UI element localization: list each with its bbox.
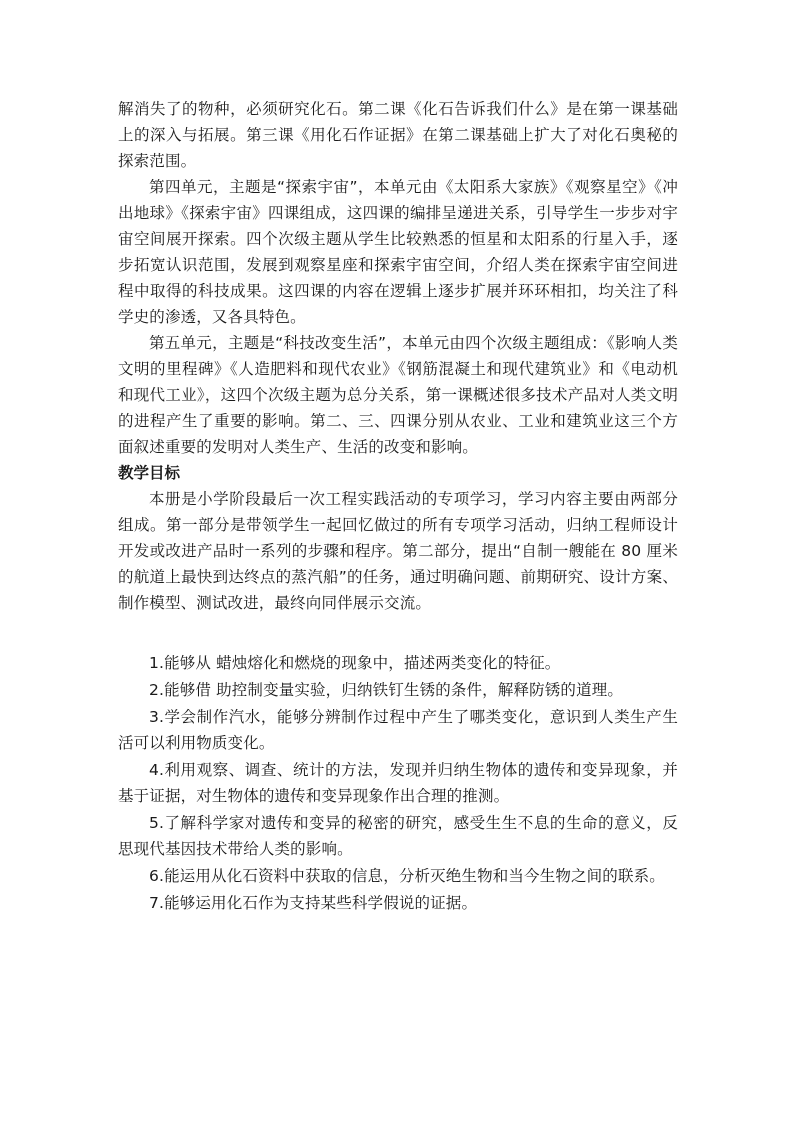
objectives-list xyxy=(118,650,678,916)
objective-item-3: 3.学会制作汽水，能够分辨制作过程中产生了哪类变化，意识到人类生产生活可以利用物质变化。 xyxy=(118,708,678,752)
objective-item-5: 5.了解科学家对遗传和变异的秘密的研究，感受生生不息的生命的意义，反思现代基因技术带给人类的影响。 xyxy=(118,814,678,858)
section-heading: 教学目标 xyxy=(118,464,181,482)
goals-paragraph: 本册是小学阶段最后一次工程实践活动的专项学习，学习内容主要由两部分组成。第一部分是带领学生一起回忆做过的所有专项学习活动，归纳工程师设计开发或改进产品时一系列的步骤和程序。第二部分，提出“自制一艘能在 80 厘米的航道上最快到达终点的蒸汽船”的任务，通过明确问题、前期研究、设计方案、制作模型、测试改进，最终向同伴展示交流。 xyxy=(118,490,678,612)
unit5-paragraph: 第五单元，主题是“科技改变生活”，本单元由四个次级主题组成：《影响人类文明的里程碑》《人造肥料和现代农业》《钢筋混凝土和现代建筑业》和《电动机和现代工业》，这四个次级主题为总分关系，第一课概述很多技术产品对人类文明的进程产生了重要的影响。第二、三、四课分别从农业、工业和建筑业这三个方面叙述重要的发明对人类生产、生活的改变和影响。 xyxy=(118,334,678,456)
objective-item-4: 4.利用观察、调查、统计的方法，发现并归纳生物体的遗传和变异现象，并基于证据，对生物体的遗传和变异现象作出合理的推测。 xyxy=(118,761,678,805)
objective-item-6: 6.能运用从化石资料中获取的信息，分析灭绝生物和当今生物之间的联系。 xyxy=(149,867,665,885)
document-page xyxy=(118,96,678,916)
blank-line xyxy=(118,616,678,650)
objective-item-7: 7.能够运用化石作为支持某些科学假说的证据。 xyxy=(149,894,478,912)
objective-item-2: 2.能够借 助控制变量实验，归纳铁钉生锈的条件，解释防锈的道理。 xyxy=(149,681,624,699)
unit4-paragraph: 第四单元，主题是“探索宇宙”，本单元由《太阳系大家族》《观察星空》《冲出地球》《探索宇宙》四课组成，这四课的编排呈递进关系，引导学生一步步对宇宙空间展开探索。四个次级主题从学生比较熟悉的恒星和太阳系的行星入手，逐步拓宽认识范围，发展到观察星座和探索宇宙空间，介绍人类在探索宇宙空间进程中取得的科技成果。这四课的内容在逻辑上逐步扩展并环环相扣，均关注了科学史的渗透，又各具特色。 xyxy=(118,178,678,326)
objective-item-1: 1.能够从 蜡烛熔化和燃烧的现象中，描述两类变化的特征。 xyxy=(149,654,561,672)
intro-paragraph: 解消失了的物种，必须研究化石。第二课《化石告诉我们什么》是在第一课基础上的深入与拓展。第三课《用化石作证据》在第二课基础上扩大了对化石奥秘的探索范围。 xyxy=(118,100,678,170)
